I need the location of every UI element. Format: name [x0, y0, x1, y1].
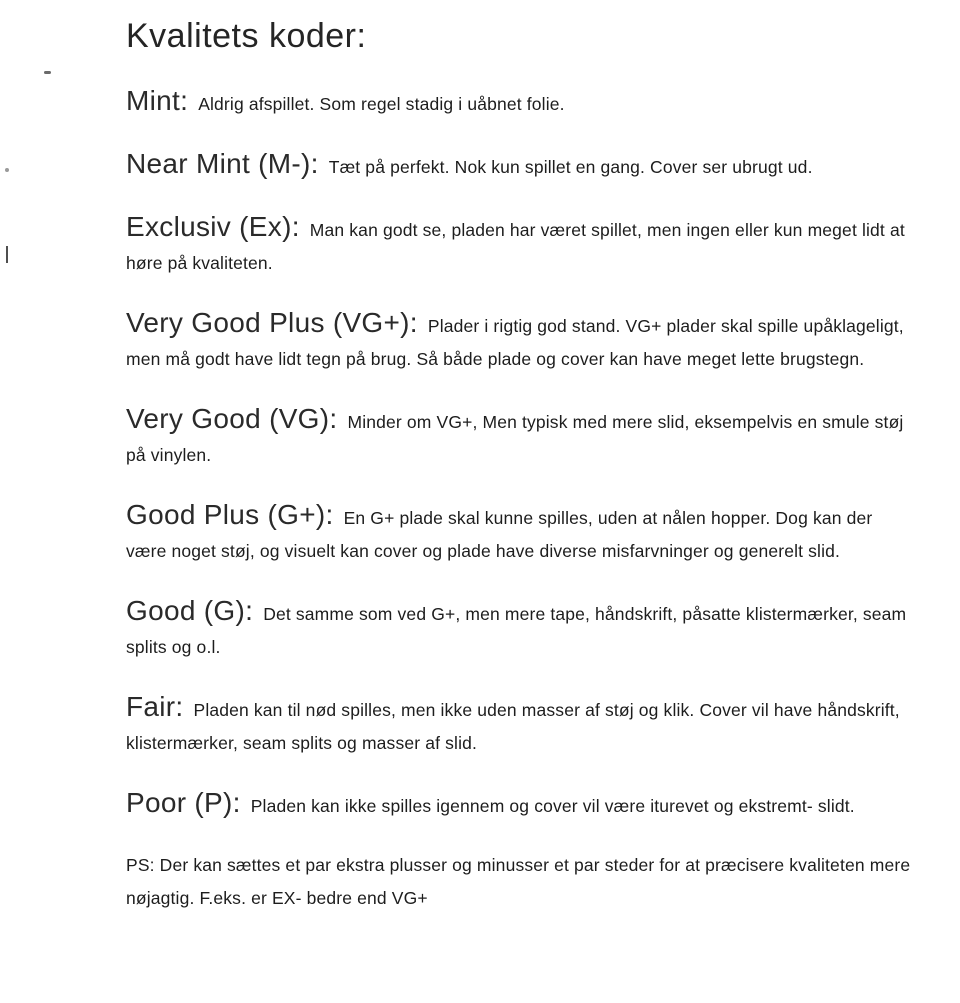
grade-description: Pladen kan ikke spilles igennem og cover vil være iturevet og ekstremt- slidt. [250, 796, 855, 816]
grade-term: Exclusiv (Ex): [126, 211, 300, 242]
grade-entry-good [126, 594, 914, 664]
grade-entry-mint [126, 84, 914, 121]
grade-entry-very-good [126, 402, 914, 472]
grade-description: Det samme som ved G+, men mere tape, håndskrift, påsatte klistermærker, seam splits og o.l. [126, 604, 907, 657]
grade-entry-poor [126, 786, 914, 823]
grade-description: En G+ plade skal kunne spilles, uden at nålen hopper. Dog kan der være noget støj, og visuelt kan cover og plade have diverse misfarvninger og generelt slid. [126, 508, 873, 561]
grade-entry-very-good-plus [126, 306, 914, 376]
grade-term: Near Mint (M-): [126, 148, 319, 179]
grade-description: Minder om VG+, Men typisk med mere slid, eksempelvis en smule støj på vinylen. [126, 412, 904, 465]
grade-term: Good Plus (G+): [126, 499, 334, 530]
grade-description: Aldrig afspillet. Som regel stadig i uåbnet folie. [198, 94, 565, 114]
grade-term: Very Good (VG): [126, 403, 338, 434]
grade-entry-good-plus [126, 498, 914, 568]
scan-artifact-dash [44, 71, 51, 74]
grade-entry-exclusiv [126, 210, 914, 280]
scan-artifact-line [6, 246, 8, 263]
grade-term: Mint: [126, 85, 189, 116]
grade-term: Fair: [126, 691, 184, 722]
grade-term: Poor (P): [126, 787, 241, 818]
grade-term: Very Good Plus (VG+): [126, 307, 418, 338]
grade-entry-fair [126, 690, 914, 760]
grade-entry-near-mint [126, 147, 914, 184]
scan-artifact-speck [5, 168, 9, 172]
grade-description: Plader i rigtig god stand. VG+ plader skal spille upåklageligt, men må godt have lidt tegn på brug. Så både plade og cover kan have meget lette brugstegn. [126, 316, 904, 369]
page-title: Kvalitets koder: [126, 17, 367, 55]
ps-note: PS: Der kan sættes et par ekstra plusser og minusser et par steder for at præcisere kvaliteten mere nøjagtig. F.eks. er EX- bedre end VG+ [126, 855, 911, 908]
grade-description: Pladen kan til nød spilles, men ikke uden masser af støj og klik. Cover vil have håndskrift, klistermærker, seam splits og masser af slid. [126, 700, 900, 753]
grade-description: Tæt på perfekt. Nok kun spillet en gang. Cover ser ubrugt ud. [328, 157, 813, 177]
grade-description: Man kan godt se, pladen har været spillet, men ingen eller kun meget lidt at høre på kvaliteten. [126, 220, 905, 273]
grade-term: Good (G): [126, 595, 254, 626]
